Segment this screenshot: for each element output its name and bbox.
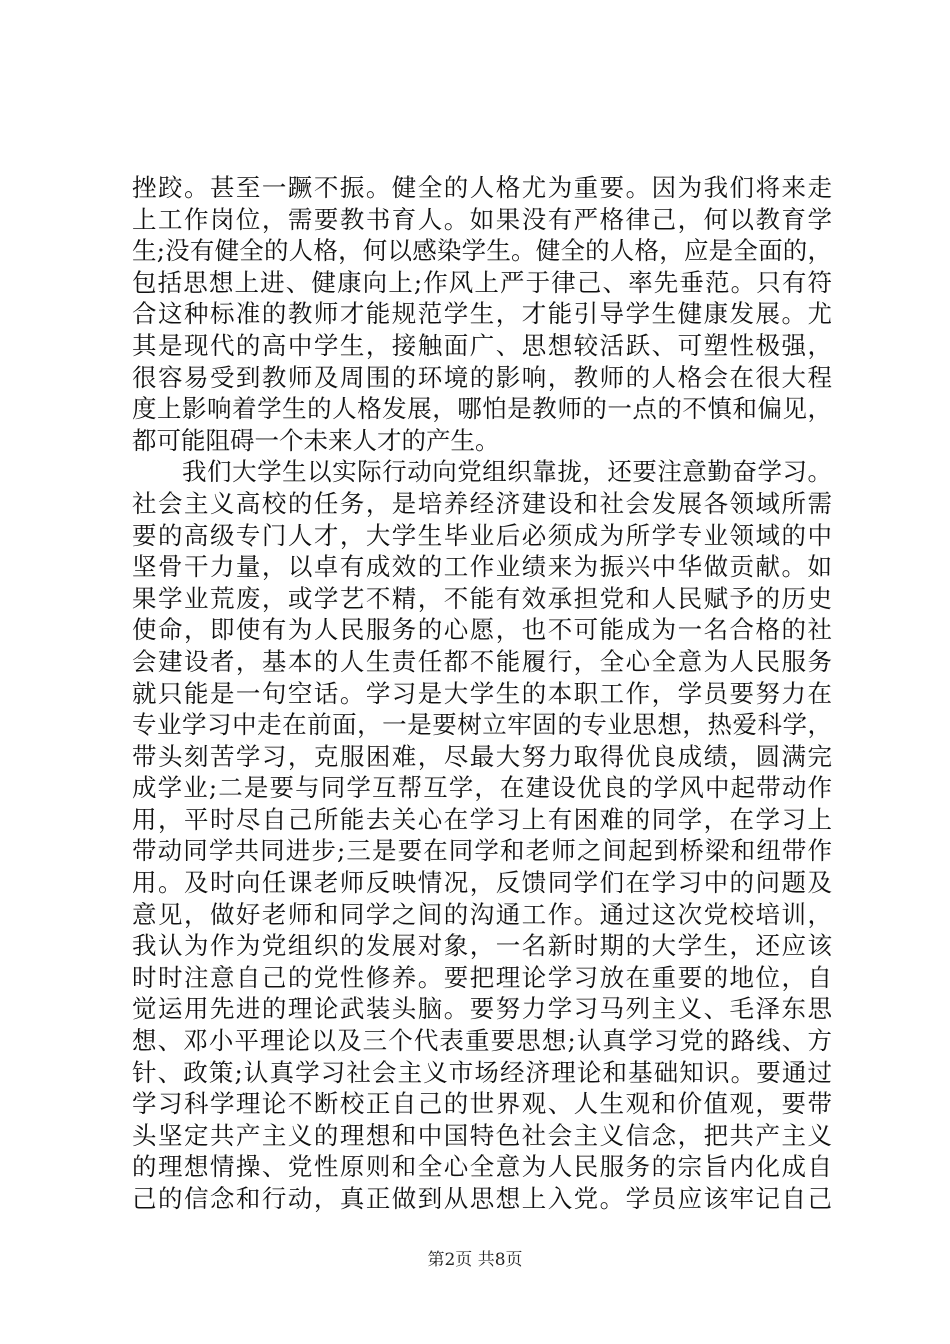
body-text	[132, 172, 832, 1215]
text-line: 生;没有健全的人格，何以感染学生。健全的人格，应是全面的，	[132, 236, 832, 266]
text-line: 觉运用先进的理论武装头脑。要努力学习马列主义、毛泽东思	[132, 994, 832, 1024]
text-line: 就只能是一句空话。学习是大学生的本职工作，学员要努力在	[132, 678, 832, 708]
text-line: 用，平时尽自己所能去关心在学习上有困难的同学，在学习上	[132, 804, 832, 834]
text-line: 针、政策;认真学习社会主义市场经济理论和基础知识。要通过	[132, 1057, 832, 1087]
text-line: 成学业;二是要与同学互帮互学，在建设优良的学风中起带动作	[132, 773, 832, 803]
text-line: 包括思想上进、健康向上;作风上严于律己、率先垂范。只有符	[132, 267, 832, 297]
page-footer: 第2页 共8页	[427, 1250, 523, 1270]
text-line: 上工作岗位，需要教书育人。如果没有严格律己，何以教育学	[132, 204, 832, 234]
text-line: 的理想情操、党性原则和全心全意为人民服务的宗旨内化成自	[132, 1152, 832, 1182]
text-line: 度上影响着学生的人格发展，哪怕是教师的一点的不慎和偏见，	[132, 394, 832, 424]
text-line: 想、邓小平理论以及三个代表重要思想;认真学习党的路线、方	[132, 1026, 832, 1056]
text-line: 专业学习中走在前面，一是要树立牢固的专业思想，热爱科学，	[132, 710, 832, 740]
text-line: 己的信念和行动，真正做到从思想上入党。学员应该牢记自己	[132, 1184, 832, 1213]
text-line: 合这种标准的教师才能规范学生，才能引导学生健康发展。尤	[132, 299, 832, 329]
text-line: 坚骨干力量，以卓有成效的工作业绩来为振兴中华做贡献。如	[132, 552, 832, 582]
text-line: 挫跤。甚至一蹶不振。健全的人格尤为重要。因为我们将来走	[132, 173, 832, 202]
text-line: 使命，即使有为人民服务的心愿，也不可能成为一名合格的社	[132, 615, 832, 645]
text-line: 带头刻苦学习，克服困难，尽最大努力取得优良成绩，圆满完	[132, 741, 832, 771]
text-line: 意见，做好老师和同学之间的沟通工作。通过这次党校培训，	[132, 899, 832, 929]
text-line: 带动同学共同进步;三是要在同学和老师之间起到桥梁和纽带作	[132, 836, 832, 866]
text-line: 会建设者，基本的人生责任都不能履行，全心全意为人民服务	[132, 646, 832, 676]
text-line: 社会主义高校的任务，是培养经济建设和社会发展各领域所需	[132, 488, 832, 518]
text-line: 很容易受到教师及周围的环境的影响，教师的人格会在很大程	[132, 362, 832, 392]
text-line: 用。及时向任课老师反映情况，反馈同学们在学习中的问题及	[132, 868, 832, 898]
text-line: 都可能阻碍一个未来人才的产生。	[132, 425, 500, 455]
text-line: 要的高级专门人才，大学生毕业后必须成为所学专业领域的中	[132, 520, 832, 550]
text-line: 头坚定共产主义的理想和中国特色社会主义信念，把共产主义	[132, 1120, 832, 1150]
text-line: 时时注意自己的党性修养。要把理论学习放在重要的地位，自	[132, 962, 832, 992]
text-line: 学习科学理论不断校正自己的世界观、人生观和价值观，要带	[132, 1089, 832, 1119]
text-line: 其是现代的高中学生，接触面广、思想较活跃、可塑性极强，	[132, 330, 832, 360]
text-line: 果学业荒废，或学艺不精，不能有效承担党和人民赋予的历史	[132, 583, 832, 613]
text-line: 我认为作为党组织的发展对象，一名新时期的大学生，还应该	[132, 931, 832, 961]
text-line: 我们大学生以实际行动向党组织靠拢，还要注意勤奋学习。	[132, 457, 832, 487]
